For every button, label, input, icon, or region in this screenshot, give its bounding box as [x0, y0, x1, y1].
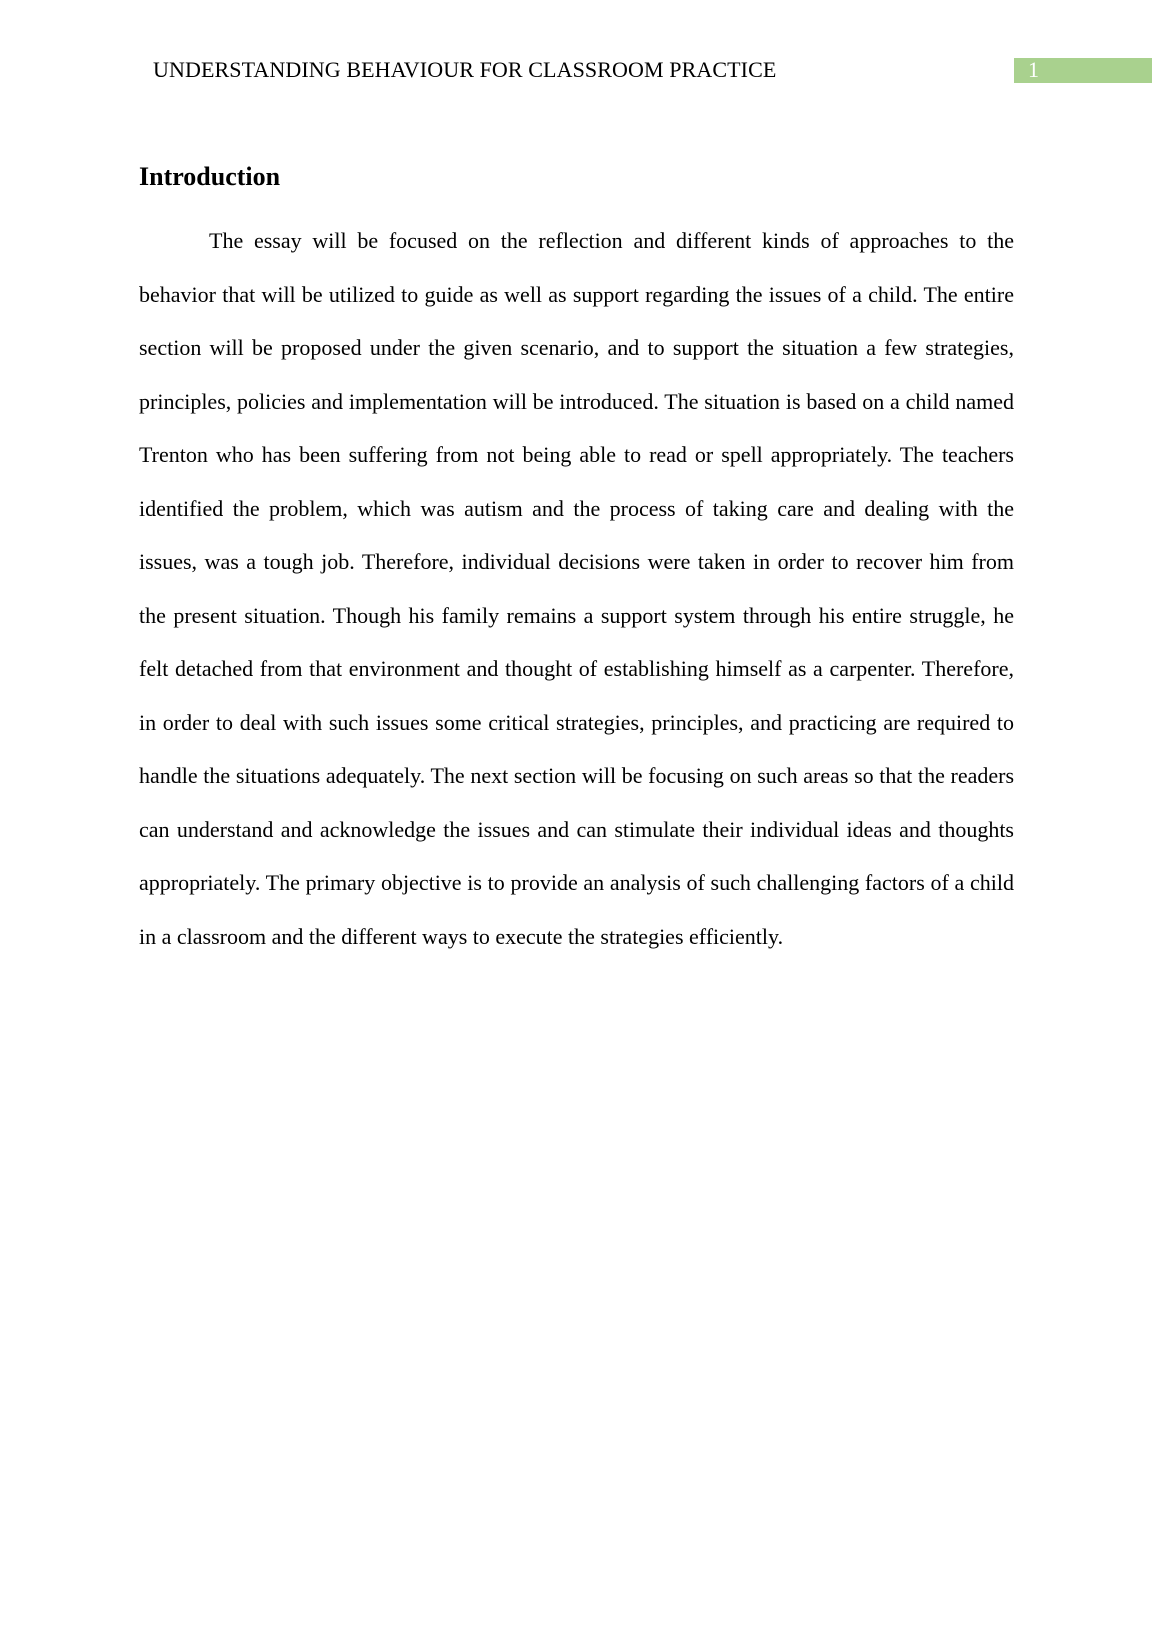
body-paragraph: The essay will be focused on the reflection and different kinds of approaches to the behavior that will be utilized to guide as well as support regarding the issues of a child. The entire section will be proposed under the given scenario, and to support the situation a few strategies, principles, policies and implementation will be introduced. The situation is based on a child named Trenton who has been suffering from not being able to read or spell appropriately. The teachers identified the problem, which was autism and the process of taking care and dealing with the issues, was a tough job. Therefore, individual decisions were taken in order to recover him from the present situation. Though his family remains a support system through his entire struggle, he felt detached from that environment and thought of establishing himself as a carpenter. Therefore, in order to deal with such issues some critical strategies, principles, and practicing are required to handle the situations adequately. The next section will be focusing on such areas so that the readers can understand and acknowledge the issues and can stimulate their individual ideas and thoughts appropriately. The primary objective is to provide an analysis of such challenging factors of a child in a classroom and the different ways to execute the strategies efficiently. [139, 228, 1014, 949]
section-heading: Introduction [139, 162, 281, 191]
page-number: 1 [1028, 57, 1039, 82]
page-number-box [1014, 58, 1152, 83]
running-head: UNDERSTANDING BEHAVIOUR FOR CLASSROOM PRACTICE [153, 57, 777, 82]
